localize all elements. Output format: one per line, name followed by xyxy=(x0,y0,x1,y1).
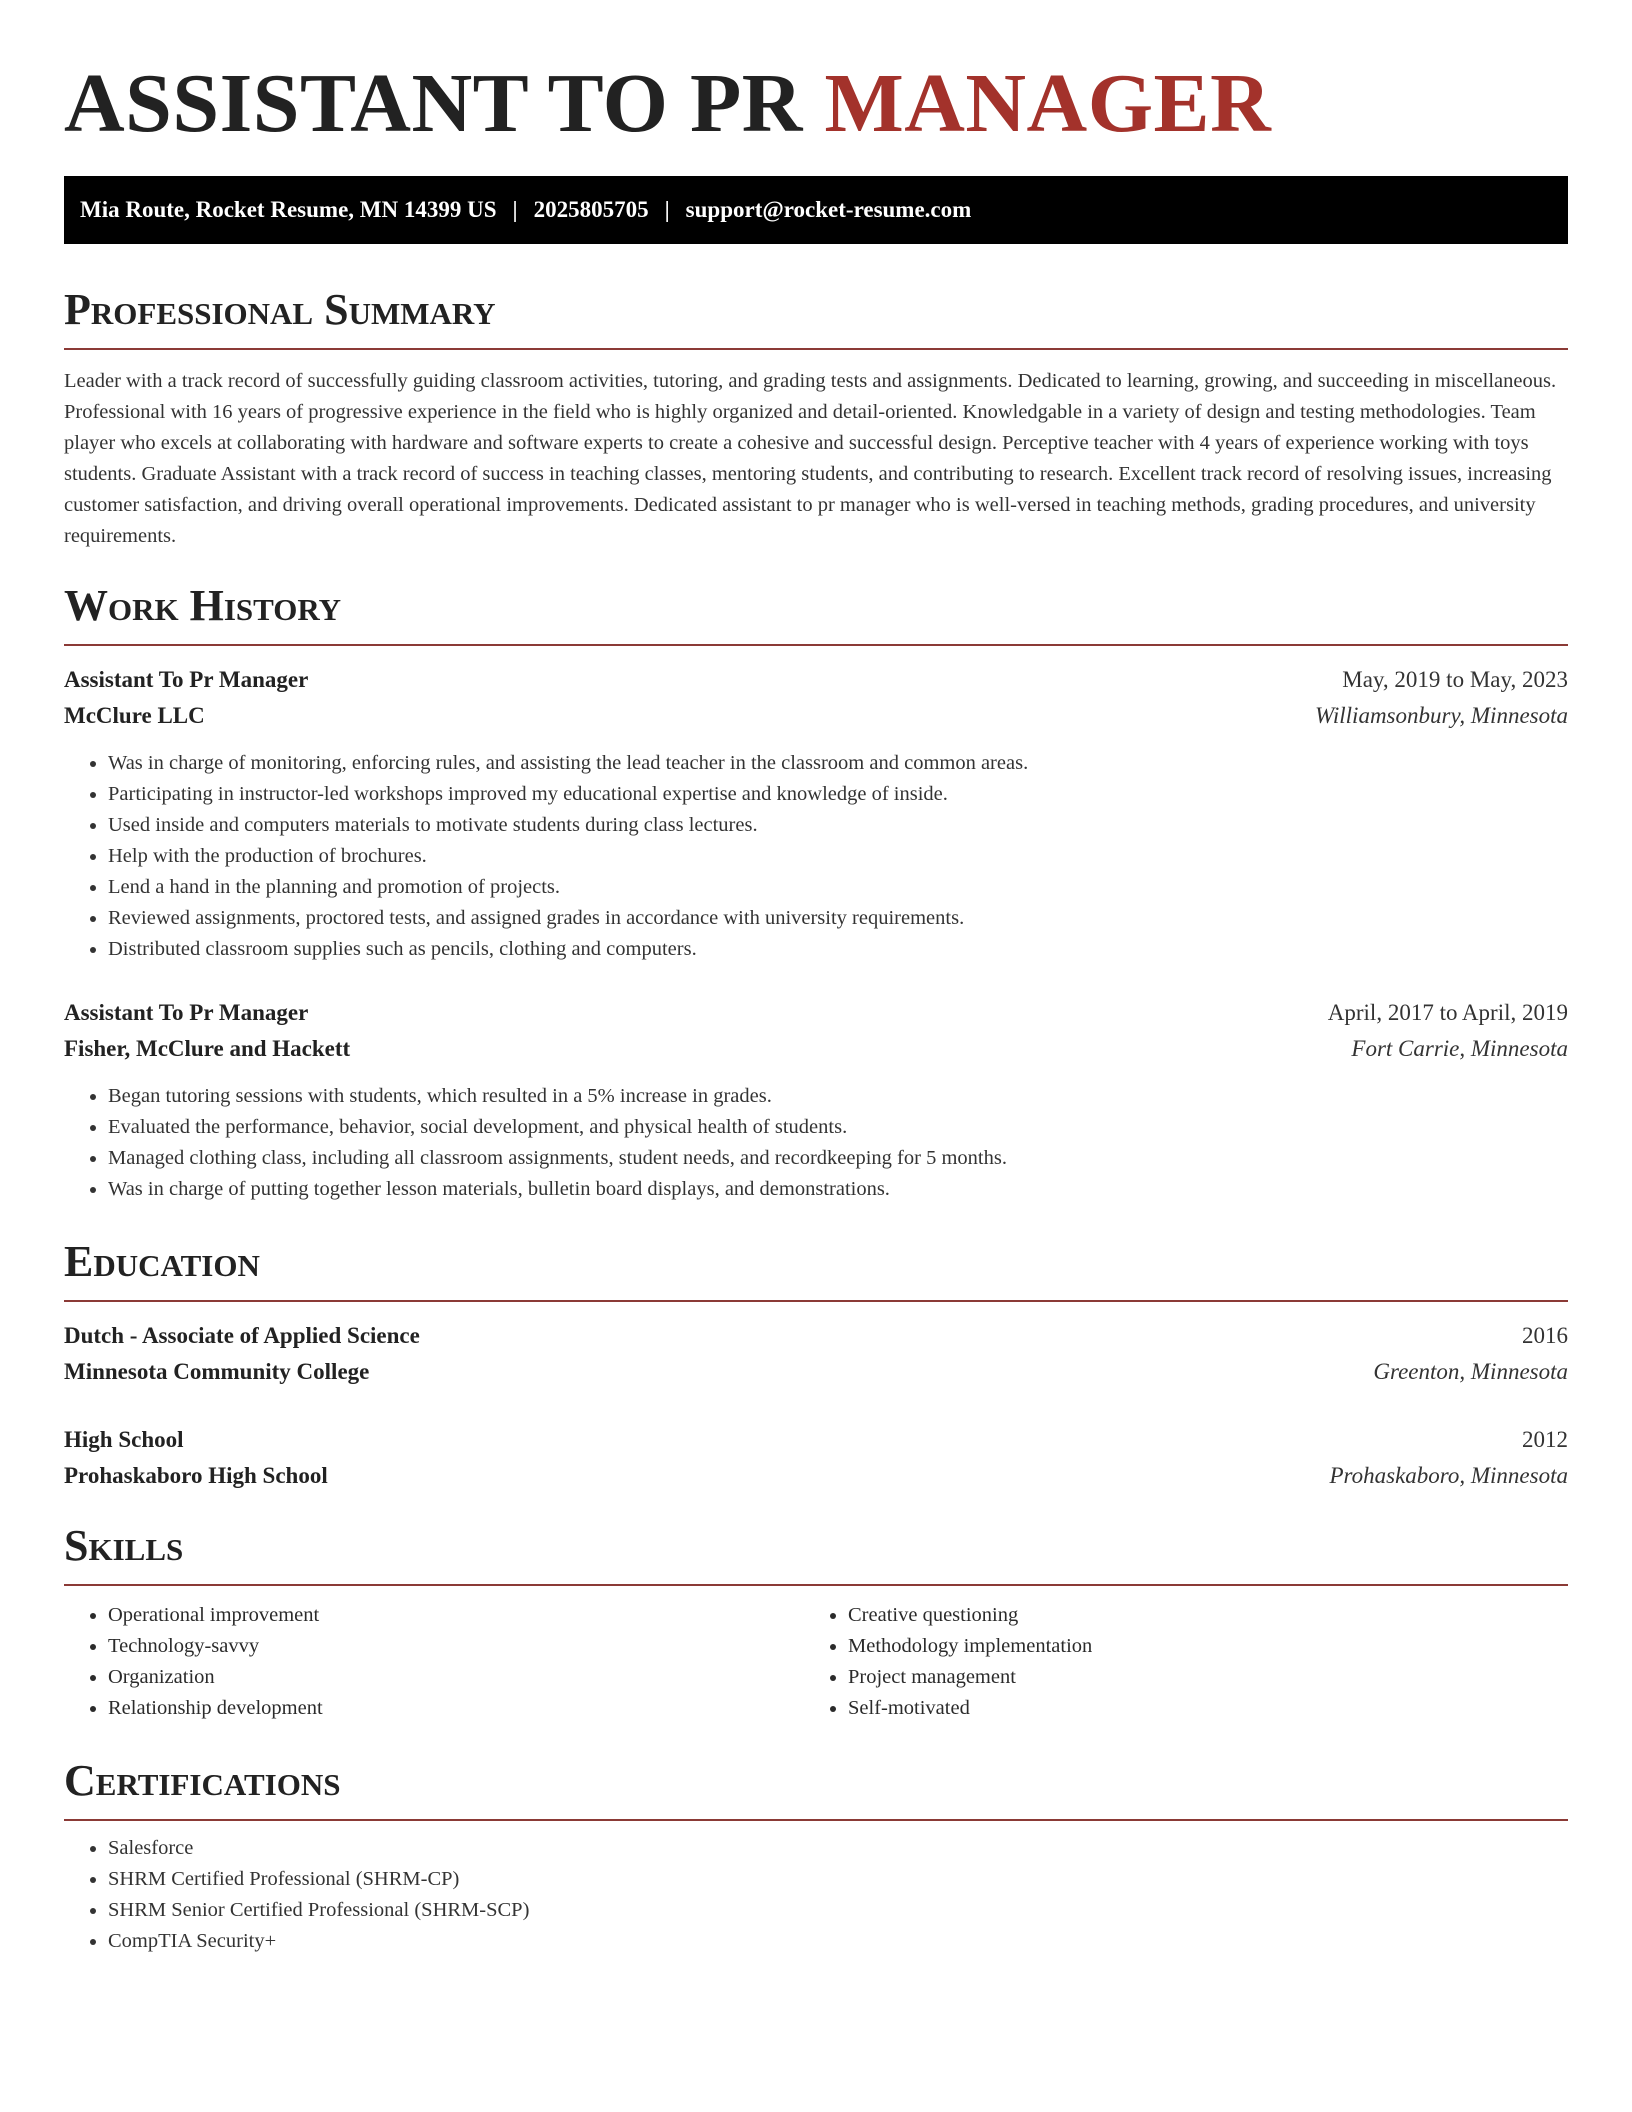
job-subheader-row xyxy=(64,698,1568,734)
skills-list-left xyxy=(64,1600,804,1724)
section-heading-work-history: Work History xyxy=(64,580,1568,646)
list-item: • Managed clothing class, including all classroom assignments, student needs, and recordkeeping for 5 months. xyxy=(108,1143,1568,1174)
job-dates: April, 2017 to April, 2019 xyxy=(1327,1000,1568,1025)
education-subheader-row xyxy=(64,1458,1568,1494)
section-heading-education: Education xyxy=(64,1236,1568,1302)
section-heading-summary: Professional Summary xyxy=(64,284,1568,350)
contact-bar xyxy=(64,176,1568,244)
education-year: 2016 xyxy=(1522,1323,1568,1348)
job-header-row xyxy=(64,995,1568,1031)
list-item: • Distributed classroom supplies such as pencils, clothing and computers. xyxy=(108,934,1568,965)
resume-title xyxy=(64,56,1271,152)
education-entry xyxy=(64,1422,1568,1494)
job-company: McClure LLC xyxy=(64,703,205,728)
list-item: • SHRM Senior Certified Professional (SHRM-SCP) xyxy=(108,1895,1568,1926)
summary-text: Leader with a track record of successfully guiding classroom activities, tutoring, and grading tests and assignments. Dedicated to learning, growing, and succeeding in miscellaneous. Professional with 16 years of progressive experience in the field who is highly organized and detail-oriented. Knowledgable in a variety of design and testing methodologies. Team player who excels at collaborating with hardware and software experts to create a cohesive and successful design. Perceptive teacher with 4 years of experience working with toys students. Graduate Assistant with a track record of success in teaching classes, mentoring students, and contributing to research. Excellent track record of resolving issues, increasing customer satisfaction, and driving overall operational improvements. Dedicated assistant to pr manager who is well-versed in teaching methods, grading procedures, and university requirements. xyxy=(64,370,1557,547)
education-section xyxy=(64,1236,1568,1494)
skills-columns xyxy=(64,1600,1568,1724)
list-item: • CompTIA Security+ xyxy=(108,1926,1568,1957)
education-year: 2012 xyxy=(1522,1427,1568,1452)
contact-phone[interactable]: 2025805705 xyxy=(533,197,649,222)
list-item: • Project management xyxy=(848,1662,1544,1693)
job-title: Assistant To Pr Manager xyxy=(64,667,309,692)
section-heading-skills: Skills xyxy=(64,1520,1568,1586)
list-item: • Creative questioning xyxy=(848,1600,1544,1631)
list-item: • Organization xyxy=(108,1662,804,1693)
job-entry xyxy=(64,995,1568,1205)
list-item: • Methodology implementation xyxy=(848,1631,1544,1662)
education-location: Prohaskaboro, Minnesota xyxy=(1329,1463,1568,1488)
list-item: • Used inside and computers materials to motivate students during class lectures. xyxy=(108,810,1568,841)
contact-separator: | xyxy=(664,197,670,222)
list-item: • SHRM Certified Professional (SHRM-CP) xyxy=(108,1864,1568,1895)
job-subheader-row xyxy=(64,1031,1568,1067)
education-entry xyxy=(64,1318,1568,1390)
job-header-row xyxy=(64,662,1568,698)
summary-section xyxy=(64,284,1568,552)
job-dates: May, 2019 to May, 2023 xyxy=(1342,667,1568,692)
list-item: • Salesforce xyxy=(108,1833,1568,1864)
job-location: Fort Carrie, Minnesota xyxy=(1351,1036,1568,1061)
list-item: • Technology-savvy xyxy=(108,1631,804,1662)
list-item: • Was in charge of putting together lesson materials, bulletin board displays, and demonstrations. xyxy=(108,1174,1568,1205)
education-school: Minnesota Community College xyxy=(64,1359,370,1384)
work-history-section xyxy=(64,580,1568,1205)
education-degree: High School xyxy=(64,1427,184,1452)
title-accent: MANAGER xyxy=(824,57,1272,150)
list-item: • Began tutoring sessions with students, which resulted in a 5% increase in grades. xyxy=(108,1081,1568,1112)
certifications-list xyxy=(64,1833,1568,1957)
job-bullets xyxy=(64,748,1568,965)
education-subheader-row xyxy=(64,1354,1568,1390)
title-main: ASSISTANT TO PR xyxy=(64,57,825,150)
education-degree: Dutch - Associate of Applied Science xyxy=(64,1323,420,1348)
contact-separator: | xyxy=(512,197,518,222)
list-item: • Was in charge of monitoring, enforcing rules, and assisting the lead teacher in the classroom and common areas. xyxy=(108,748,1568,779)
education-school: Prohaskaboro High School xyxy=(64,1463,328,1488)
list-item: • Self-motivated xyxy=(848,1693,1544,1724)
education-header-row xyxy=(64,1318,1568,1354)
job-bullets xyxy=(64,1081,1568,1205)
list-item: • Help with the production of brochures. xyxy=(108,841,1568,872)
contact-email[interactable]: support@rocket-resume.com xyxy=(685,197,972,222)
list-item: • Lend a hand in the planning and promotion of projects. xyxy=(108,872,1568,903)
job-company: Fisher, McClure and Hackett xyxy=(64,1036,351,1061)
list-item: • Operational improvement xyxy=(108,1600,804,1631)
education-location: Greenton, Minnesota xyxy=(1373,1359,1568,1384)
list-item: • Evaluated the performance, behavior, social development, and physical health of students. xyxy=(108,1112,1568,1143)
section-heading-certifications: Certifications xyxy=(64,1755,1568,1821)
certifications-section xyxy=(64,1755,1568,1957)
job-entry xyxy=(64,662,1568,965)
job-title: Assistant To Pr Manager xyxy=(64,1000,309,1025)
skills-section xyxy=(64,1520,1568,1724)
skills-list-right xyxy=(804,1600,1544,1724)
list-item: • Reviewed assignments, proctored tests, and assigned grades in accordance with university requirements. xyxy=(108,903,1568,934)
list-item: • Participating in instructor-led workshops improved my educational expertise and knowledge of inside. xyxy=(108,779,1568,810)
contact-address: Mia Route, Rocket Resume, MN 14399 US xyxy=(80,197,497,222)
education-header-row xyxy=(64,1422,1568,1458)
list-item: • Relationship development xyxy=(108,1693,804,1724)
job-location: Williamsonbury, Minnesota xyxy=(1315,703,1568,728)
